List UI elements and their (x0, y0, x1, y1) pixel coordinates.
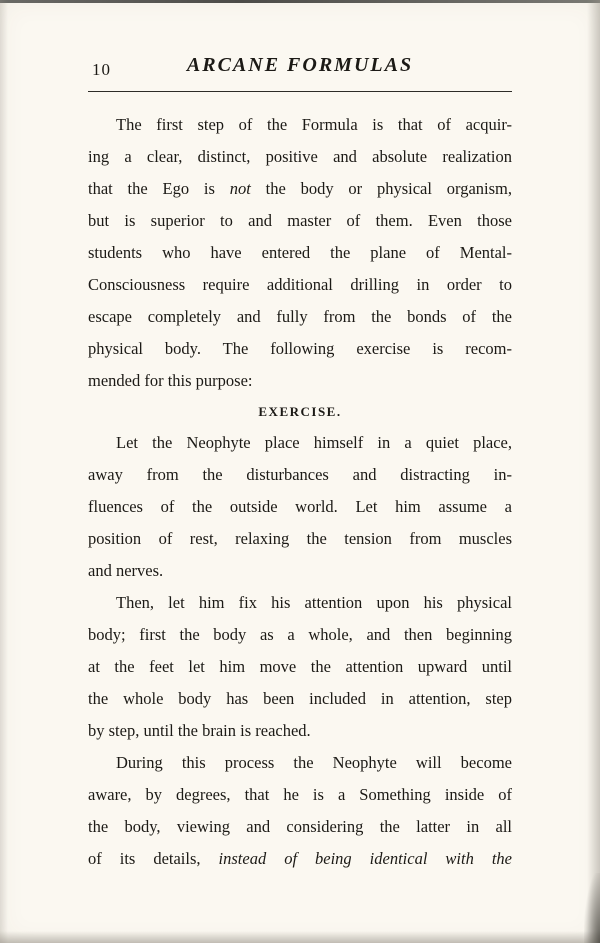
text-line (88, 491, 512, 523)
text-segment: and nerves. (88, 561, 164, 580)
text-line (88, 205, 512, 237)
page-number: 10 (92, 60, 111, 79)
scan-edge-left (0, 0, 8, 943)
scan-edge-bottom (0, 931, 600, 943)
text-segment: During this process the Neophyte will become (116, 753, 512, 772)
text-segment: ing a clear, distinct, positive and absolute realization (88, 147, 512, 166)
text-line (88, 365, 512, 397)
text-segment: of its details, (88, 849, 219, 868)
text-line (88, 459, 512, 491)
text-line (88, 269, 512, 301)
text-line (88, 843, 512, 875)
paragraph (88, 427, 512, 587)
text-body (88, 109, 512, 875)
text-segment: at the feet let him move the attention upward until (88, 657, 512, 676)
italic-text-segment: not (229, 179, 251, 198)
text-line (88, 523, 512, 555)
section-heading: EXERCISE. (258, 404, 342, 419)
text-line (88, 715, 512, 747)
text-segment: mended for this purpose: (88, 371, 253, 390)
running-title: ARCANE FORMULAS (186, 54, 414, 76)
text-segment: Consciousness require additional drilling in order to (88, 275, 512, 294)
text-segment: by step, until the brain is reached. (88, 721, 311, 740)
text-segment: away from the disturbances and distracting in- (88, 465, 512, 484)
text-line (88, 779, 512, 811)
text-segment: but is superior to and master of them. Even those (88, 211, 512, 230)
scan-edge-top (0, 0, 600, 3)
paragraph (88, 109, 512, 397)
italic-text-segment: instead of being identical with the (218, 849, 512, 868)
text-segment: students who have entered the plane of Mental- (88, 243, 512, 262)
text-line (88, 427, 512, 459)
text-line (88, 141, 512, 173)
text-segment: that the Ego is (88, 179, 230, 198)
paragraph (88, 747, 512, 875)
text-line (88, 811, 512, 843)
text-line (88, 333, 512, 365)
text-segment: escape completely and fully from the bonds of the (88, 307, 512, 326)
text-segment: the body, viewing and considering the latter in all (88, 817, 512, 836)
scan-corner-blotch (584, 873, 600, 943)
text-segment: physical body. The following exercise is recom- (88, 339, 512, 358)
paragraph (88, 587, 512, 747)
text-segment: Let the Neophyte place himself in a quiet place, (116, 433, 512, 452)
text-line (88, 301, 512, 333)
text-segment: The first step of the Formula is that of acquir- (116, 115, 512, 134)
header-rule (88, 91, 512, 92)
text-segment: position of rest, relaxing the tension from muscles (88, 529, 512, 548)
text-line (88, 237, 512, 269)
text-segment: the whole body has been included in attention, step (88, 689, 512, 708)
page-header (88, 50, 512, 82)
text-line (88, 651, 512, 683)
text-segment: the body or physical organism, (250, 179, 512, 198)
scan-edge-right (587, 0, 600, 943)
text-segment: fluences of the outside world. Let him assume a (88, 497, 512, 516)
text-line (88, 619, 512, 651)
text-segment: body; first the body as a whole, and then beginning (88, 625, 512, 644)
text-segment: aware, by degrees, that he is a Something inside of (88, 785, 512, 804)
text-line (88, 747, 512, 779)
text-line (88, 173, 512, 205)
text-line (88, 683, 512, 715)
text-segment: Then, let him fix his attention upon his physical (116, 593, 512, 612)
text-line (88, 109, 512, 141)
text-line (88, 587, 512, 619)
page-content (88, 50, 512, 875)
text-line (88, 555, 512, 587)
